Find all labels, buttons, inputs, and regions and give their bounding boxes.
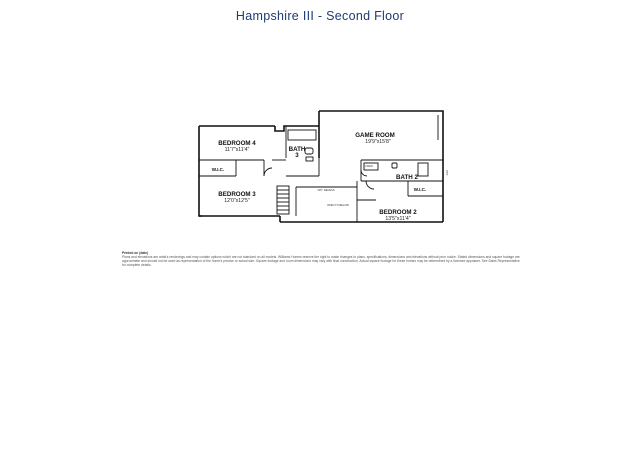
game-room-walls	[319, 111, 443, 219]
bedroom-3-dimensions: 12'0"x12'5"	[224, 198, 250, 204]
bedroom-2-dimensions: 13'5"x11'4"	[385, 216, 411, 222]
opt-recess-label: OPT. RECESS	[317, 189, 335, 192]
linen-label: LINEN	[365, 165, 373, 168]
wic-left-label: W.I.C.	[211, 167, 225, 172]
wic-right-label: W.I.C.	[413, 187, 427, 192]
page-title: Hampshire III - Second Floor	[235, 9, 405, 23]
game-room-dimensions: 19'9"x15'8"	[365, 139, 391, 145]
bedroom-4-dimensions: 11'7"x11'4"	[224, 147, 250, 153]
open-to-below-label: OPEN TO BELOW	[327, 204, 349, 207]
game-room-label: GAME ROOM	[355, 132, 395, 139]
disclaimer-heading: Printed on (date)	[122, 251, 149, 255]
bedroom-3-label: BEDROOM 3	[218, 191, 256, 198]
bedroom-2-label: BEDROOM 2	[379, 209, 417, 216]
disclaimer	[122, 251, 522, 267]
bath-3-label: BATH	[288, 146, 306, 153]
disclaimer-body: Plans and elevations are artist's renderings and may contain options which are not standard on all models. Williams Homes reserve the right to make changes to plans, specifications, dimensions and elevations without prior notice. Stated dimensions and square footage are approximate and should not be used as representation of the home's precise or actual size. Square footage and room dimensions may vary with final construction. Actual square footage for these homes may be determined by a licensed appraiser. See Sales Representative for complete details.	[122, 255, 520, 268]
bath-2-label: BATH 2	[396, 174, 418, 181]
bath-3-number: 3	[295, 152, 299, 159]
bedroom-4-label: BEDROOM 4	[218, 140, 256, 147]
side-note-label: OPT.	[445, 170, 448, 176]
